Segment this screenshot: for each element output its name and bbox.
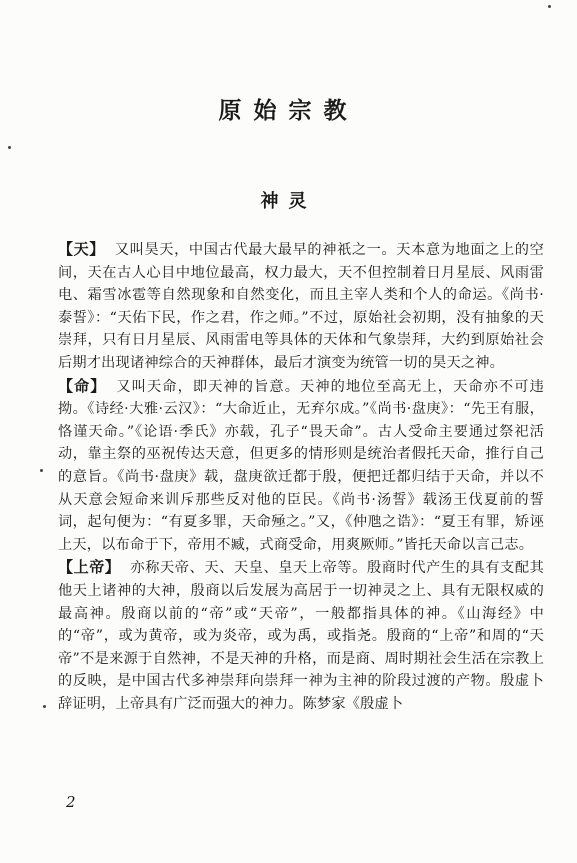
entry-term: 【上帝】: [58, 558, 121, 577]
entry-term: 【天】: [58, 240, 105, 258]
entry-term: 【命】: [58, 376, 107, 395]
entry-text: 又叫天命，即天神的旨意。天神的地位至高无上，天命亦不可违拗。《诗经·大雅·云汉》：“大命近止，无弃尔成。”《尚书·盘庚》：“先王有服，恪谨天命。”《论语·季氏》亦载，孔子“畏天命”。古人受命主要通过祭祀活动，靠主祭的巫祝传达天意，但更多的情形则是统治者假托天命，推行自己的意旨。《尚书·盘庚》载，盘庚欲迁都于殷，便把迁都归结于天命，并以不从天意会短命来训斥那些反对他的臣民。《尚书·汤誓》载汤王伐夏前的誓词，起句便为：“有夏多罪，天命殛之。”又，《仲虺之诰》：“夏王有罪，矫诬上天，以布命于下，帝用不臧，式商受命，用爽厥师。”皆托天命以言己志。: [58, 378, 544, 553]
scan-speck: [43, 705, 46, 708]
entry-text: 又叫昊天，中国古代最大最早的神祇之一。天本意为地面之上的空间，天在古人心目中地位最高，权力最大，天不但控制着日月星辰、风雨雷电、霜雪冰雹等自然现象和自然变化，而且主宰人类和个人的命运。《尚书·泰誓》：“天佑下民，作之君，作之师。”不过，原始社会初期，没有抽象的天崇拜，只有日月星辰、风雨雷电等具体的天体和气象崇拜，大约到原始社会后期才出现诸神综合的天神群体，最后才演变为统管一切的昊天之神。: [58, 242, 544, 371]
section-title: 神灵: [260, 191, 317, 212]
entry-text: 亦称天帝、天、天皇、皇天上帝等。殷商时代产生的具有支配其他天上诸神的大神，殷商以后发展为高居于一切神灵之上、具有无限权威的最高神。殷商以前的“帝”或“天帝”，一般都指具体的神。《山海经》中的“帝”，或为黄帝，或为炎帝，或为禹，或指尧。殷商的“上帝”和周的“天帝”不是来源于自然神，不是天神的升格，而是商、周时期社会生活在宗教上的反映，是中国古代多神崇拜向崇拜一神为主神的阶段过渡的产物。殷虚卜辞证明，上帝具有广泛而强大的神力。陈梦家《殷虚卜: [58, 560, 544, 712]
entry-ming: [58, 375, 544, 557]
entry-shangdi: [58, 556, 544, 715]
page-number: 2: [66, 793, 76, 811]
scan-speck: [40, 469, 43, 472]
scan-speck: [8, 146, 11, 149]
scan-speck: [548, 5, 551, 8]
entry-tian: [58, 238, 544, 375]
page-body: [58, 238, 544, 715]
chapter-title: 原始宗教: [218, 98, 359, 124]
